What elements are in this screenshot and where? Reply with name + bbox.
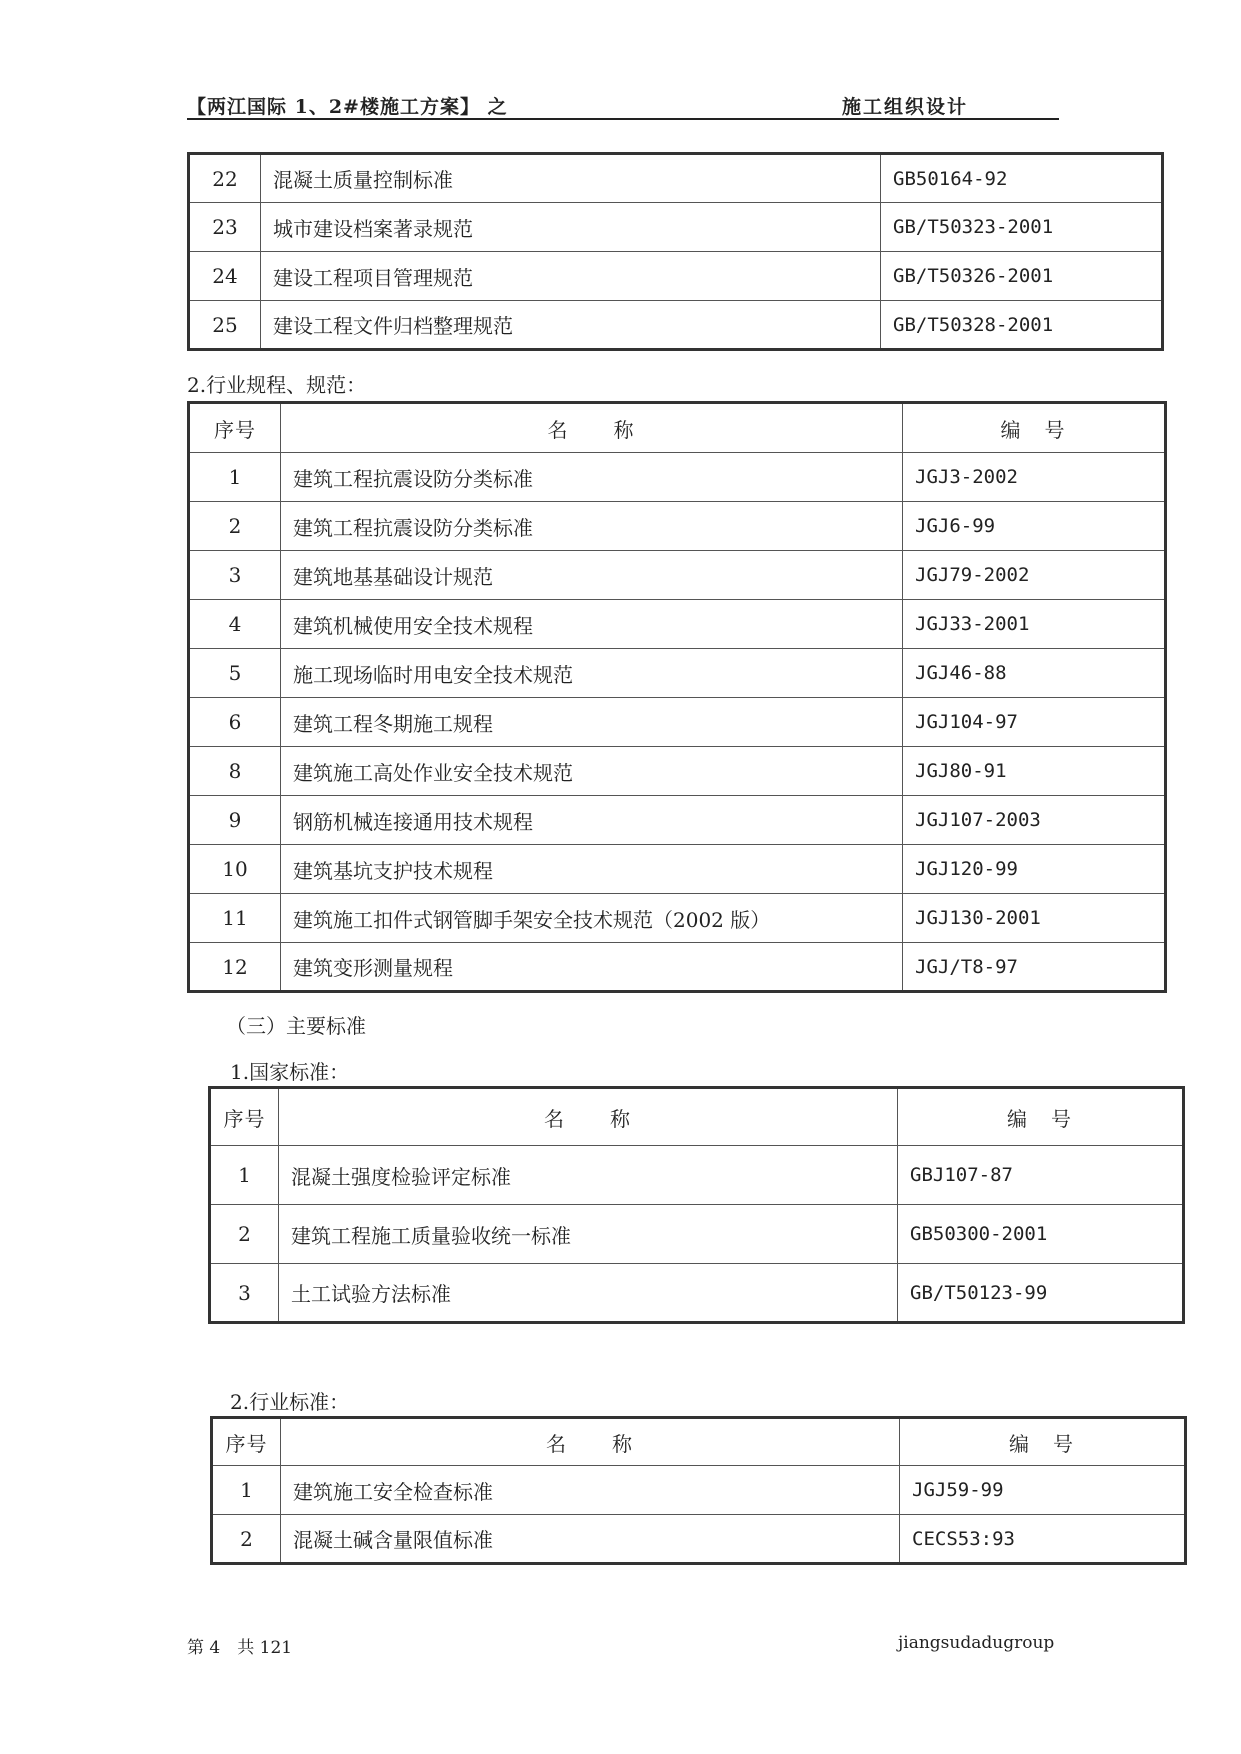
row-code: GB50164-92 <box>881 154 1163 203</box>
row-name: 施工现场临时用电安全技术规范 <box>281 649 903 698</box>
row-code: JGJ130-2001 <box>903 894 1166 943</box>
header-title-right: 施工组织设计 <box>842 96 969 118</box>
continued-standards-table <box>187 152 1164 351</box>
row-name: 混凝土碱含量限值标准 <box>281 1515 900 1564</box>
header-code: 编 号 <box>903 403 1166 453</box>
table-header-row <box>210 1088 1184 1146</box>
row-number: 24 <box>189 252 261 301</box>
header-name: 名 称 <box>281 1418 900 1466</box>
row-code: CECS53:93 <box>900 1515 1186 1564</box>
row-code: JGJ33-2001 <box>903 600 1166 649</box>
row-code: JGJ120-99 <box>903 845 1166 894</box>
table-row <box>189 796 1166 845</box>
row-code: JGJ107-2003 <box>903 796 1166 845</box>
row-number: 25 <box>189 301 261 350</box>
footer-page-info: 第 4 共 121 <box>187 1638 293 1658</box>
footer-company: jiangsudadugroup <box>898 1633 1055 1653</box>
row-number: 9 <box>189 796 281 845</box>
header-code: 编 号 <box>900 1418 1186 1466</box>
row-name: 钢筋机械连接通用技术规程 <box>281 796 903 845</box>
table-row <box>189 551 1166 600</box>
table-row <box>189 747 1166 796</box>
row-name: 建筑施工安全检查标准 <box>281 1466 900 1515</box>
table-header-row <box>212 1418 1186 1466</box>
row-name: 建筑工程抗震设防分类标准 <box>281 502 903 551</box>
row-name: 建筑基坑支护技术规程 <box>281 845 903 894</box>
table-row <box>189 203 1163 252</box>
row-name: 建设工程项目管理规范 <box>261 252 881 301</box>
header-no: 序号 <box>212 1418 281 1466</box>
row-name: 建筑工程冬期施工规程 <box>281 698 903 747</box>
row-number: 11 <box>189 894 281 943</box>
row-name: 混凝土质量控制标准 <box>261 154 881 203</box>
section-title-industry-codes: 2.行业规程、规范： <box>187 373 367 397</box>
table-row <box>189 845 1166 894</box>
row-number: 4 <box>189 600 281 649</box>
table-row <box>189 894 1166 943</box>
row-code: JGJ79-2002 <box>903 551 1166 600</box>
header-title-left: 【两江国际 1、2#楼施工方案】 之 <box>187 96 508 118</box>
table-row <box>210 1205 1184 1264</box>
row-number: 3 <box>210 1264 279 1323</box>
header-no: 序号 <box>189 403 281 453</box>
row-number: 2 <box>210 1205 279 1264</box>
row-code: GB/T50123-99 <box>898 1264 1184 1323</box>
header-name: 名 称 <box>281 403 903 453</box>
table-row <box>189 943 1166 992</box>
row-code: JGJ3-2002 <box>903 453 1166 502</box>
row-name: 建筑施工扣件式钢管脚手架安全技术规范（2002 版） <box>281 894 903 943</box>
industry-standards-table <box>210 1416 1187 1565</box>
row-name: 建设工程文件归档整理规范 <box>261 301 881 350</box>
header-divider <box>187 118 1059 120</box>
row-number: 1 <box>189 453 281 502</box>
row-number: 2 <box>212 1515 281 1564</box>
row-name: 建筑地基基础设计规范 <box>281 551 903 600</box>
row-code: JGJ104-97 <box>903 698 1166 747</box>
row-code: JGJ46-88 <box>903 649 1166 698</box>
row-code: GB50300-2001 <box>898 1205 1184 1264</box>
row-name: 建筑施工高处作业安全技术规范 <box>281 747 903 796</box>
table-row <box>189 600 1166 649</box>
row-number: 2 <box>189 502 281 551</box>
section-title-industry-standards: 2.行业标准： <box>230 1390 350 1414</box>
table-row <box>210 1264 1184 1323</box>
row-number: 6 <box>189 698 281 747</box>
row-number: 22 <box>189 154 261 203</box>
row-code: JGJ/T8-97 <box>903 943 1166 992</box>
row-number: 8 <box>189 747 281 796</box>
row-number: 23 <box>189 203 261 252</box>
row-number: 12 <box>189 943 281 992</box>
row-name: 建筑工程施工质量验收统一标准 <box>279 1205 898 1264</box>
header-name: 名 称 <box>279 1088 898 1146</box>
table-row <box>189 301 1163 350</box>
row-code: GB/T50323-2001 <box>881 203 1163 252</box>
row-code: JGJ80-91 <box>903 747 1166 796</box>
row-name: 建筑机械使用安全技术规程 <box>281 600 903 649</box>
row-code: JGJ59-99 <box>900 1466 1186 1515</box>
row-name: 城市建设档案著录规范 <box>261 203 881 252</box>
section-title-main-standards: （三）主要标准 <box>226 1014 366 1038</box>
row-number: 1 <box>210 1146 279 1205</box>
row-number: 5 <box>189 649 281 698</box>
row-number: 3 <box>189 551 281 600</box>
industry-codes-table <box>187 401 1167 993</box>
header-code: 编 号 <box>898 1088 1184 1146</box>
row-code: GB/T50328-2001 <box>881 301 1163 350</box>
section-title-national-standards: 1.国家标准： <box>230 1060 350 1084</box>
table-row <box>189 502 1166 551</box>
row-name: 混凝土强度检验评定标准 <box>279 1146 898 1205</box>
row-code: JGJ6-99 <box>903 502 1166 551</box>
row-name: 建筑工程抗震设防分类标准 <box>281 453 903 502</box>
row-number: 1 <box>212 1466 281 1515</box>
header-no: 序号 <box>210 1088 279 1146</box>
row-number: 10 <box>189 845 281 894</box>
table-row <box>212 1466 1186 1515</box>
national-standards-table <box>208 1086 1185 1324</box>
row-code: GBJ107-87 <box>898 1146 1184 1205</box>
row-name: 土工试验方法标准 <box>279 1264 898 1323</box>
table-header-row <box>189 403 1166 453</box>
table-row <box>210 1146 1184 1205</box>
table-row <box>189 649 1166 698</box>
table-row <box>189 154 1163 203</box>
table-row <box>189 252 1163 301</box>
table-row <box>212 1515 1186 1564</box>
row-name: 建筑变形测量规程 <box>281 943 903 992</box>
table-row <box>189 698 1166 747</box>
row-code: GB/T50326-2001 <box>881 252 1163 301</box>
table-row <box>189 453 1166 502</box>
